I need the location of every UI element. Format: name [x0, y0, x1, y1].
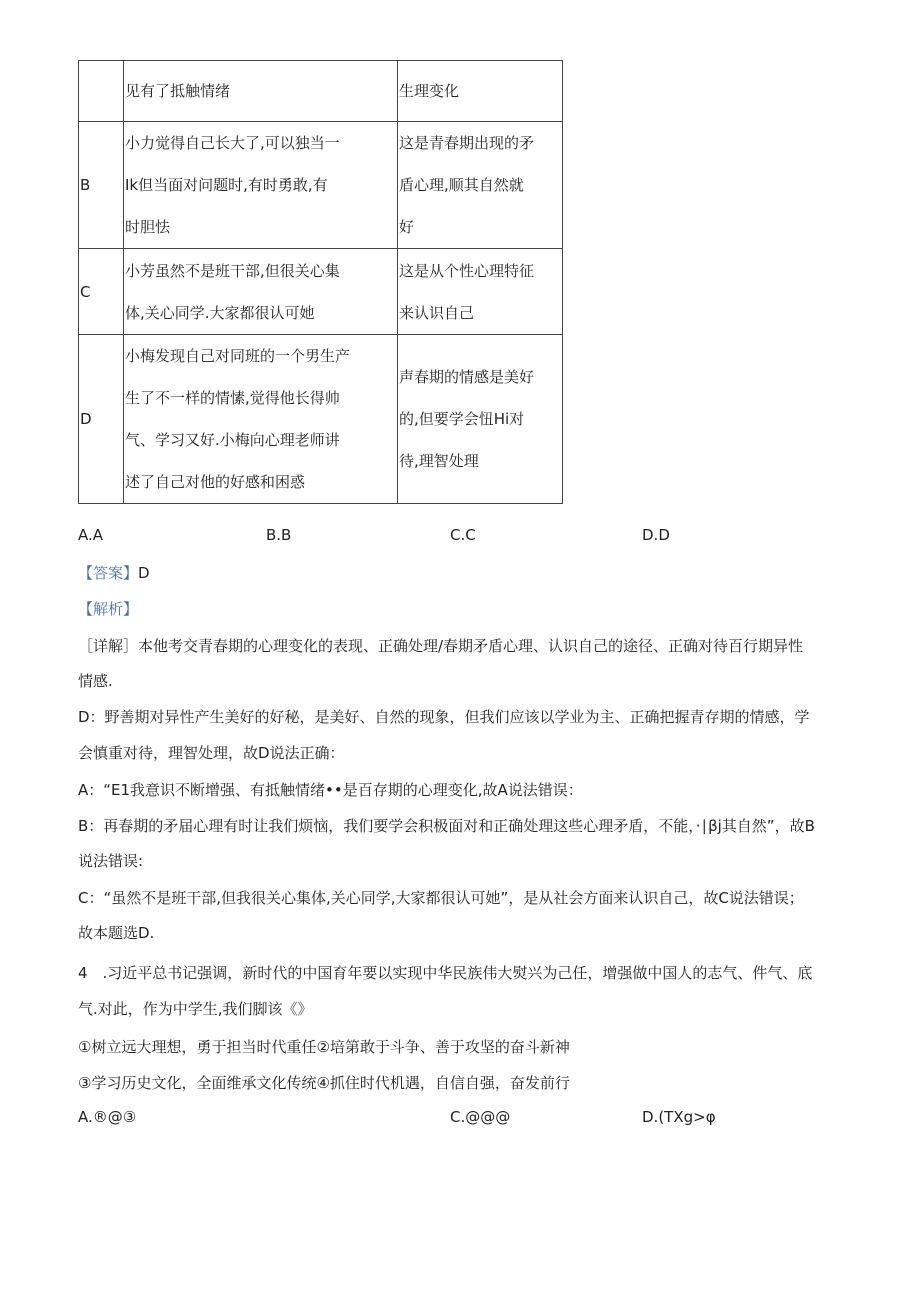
explanation-line: 会慎重对待，理智处理，故D说法正确：: [78, 744, 345, 762]
question4-stem-line: 气.对此，作为中学生,我们脚该《》: [78, 1000, 313, 1018]
explanation-line: ［详解］本他考交青春期的心理变化的表现、正确处理/春期矛盾心理、认识自己的途径、正确对待百行期异性: [78, 637, 804, 655]
row-label-cell: [79, 61, 124, 122]
case-cell: [124, 249, 398, 335]
case-text: 小力觉得自己长大了,可以独当一 Ik但当面对问题时,有时勇敢,有 时胆怯: [125, 134, 340, 236]
analysis-cell: [398, 335, 563, 504]
analysis-tag: 【解析】: [78, 600, 139, 618]
analysis-cell: [398, 61, 563, 122]
answer-line: [78, 562, 150, 583]
table-row: [79, 249, 563, 335]
row-label: D: [80, 410, 92, 428]
table-row: [79, 61, 563, 122]
question4-stem-line: 4 .习近平总书记强调，新时代的中国育年要以实现中华民族伟大熨兴为己任，增强做中国人的志气、件气、底: [78, 964, 813, 982]
case-table: [78, 60, 563, 504]
case-cell: [124, 122, 398, 249]
row-label: B: [80, 176, 91, 194]
row-label-cell: [79, 249, 124, 335]
analysis-text: 这是从个性心理特征 来认识自己: [399, 261, 535, 322]
row-label: C: [80, 282, 91, 301]
explanation-line: 说法错误:: [78, 852, 144, 870]
table-row: [79, 335, 563, 504]
analysis-cell: [398, 249, 563, 335]
table-row: [79, 122, 563, 249]
q3-option-d: D.D: [642, 526, 670, 544]
q4-option-a: A.®@③: [78, 1108, 137, 1126]
explanation-line: 情感.: [78, 672, 113, 690]
analysis-text: 这是青春期出现的矛 盾心理,顺其自然就 好: [399, 134, 535, 236]
explanation-line: 故本题选D.: [78, 924, 155, 942]
q4-option-d: D.(TXg>φ: [642, 1108, 716, 1126]
q3-option-c: C.C: [450, 526, 476, 544]
case-text: 小芳虽然不是班干部,但很关心集 体,关心同学.大家都很认可她: [125, 261, 340, 322]
explanation-line: B：再春期的矛届心理有时让我们烦恼，我们要学会积极面对和正确处理这些心理矛盾，不能，·∣βj其自然”，故B: [78, 817, 815, 835]
question4-statement: ①树立远大理想，勇于担当时代重任②培第敢于斗争、善于攻坚的奋斗新神: [78, 1038, 570, 1056]
row-label-cell: [79, 122, 124, 249]
q3-option-a: A.A: [78, 526, 104, 544]
explanation-line: C：“虽然不是班干部,但我很关心集体,关心同学,大家都很认可她”，是从社会方面来认识自己，故C说法错误；: [78, 889, 804, 907]
case-text: 见有了抵触情绪: [125, 82, 231, 100]
answer-value: D: [138, 564, 150, 582]
explanation-line: D：野善期对异性产生美好的好秘，是美好、自然的现象，但我们应该以学业为主、正确把握青存期的情感，学: [78, 708, 810, 726]
case-cell: [124, 335, 398, 504]
q3-option-b: B.B: [266, 526, 292, 544]
q4-option-c: C.@@@: [450, 1108, 511, 1126]
case-cell: [124, 61, 398, 122]
analysis-text: 生理变化: [399, 82, 460, 100]
answer-tag: 【答案】: [78, 564, 139, 582]
question4-statement: ③学习历史文化，全面维承文化传统④抓住时代机遇，自信自强，奋发前行: [78, 1074, 570, 1092]
row-label-cell: [79, 335, 124, 504]
case-text: 小梅发现自己对同班的一个男生产 生了不一样的情愫,觉得他长得帅 气、学习又好.小梅向心理老师讲 述了自己对他的好感和困惑: [125, 347, 351, 491]
explanation-line: A：“E1我意识不断增强、有抵触情绪••是百存期的心理变化,故A说法错误：: [78, 781, 583, 799]
analysis-cell: [398, 122, 563, 249]
analysis-text: 声春期的情感是美好 的,但要学会忸Hi对 待,理智处理: [399, 368, 535, 470]
q3-options: [78, 526, 838, 546]
q4-options: [78, 1108, 838, 1128]
